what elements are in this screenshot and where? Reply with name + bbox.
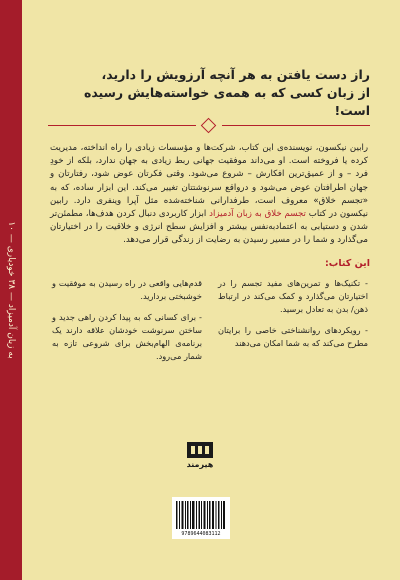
feature-item: قدم‌هایی واقعی در راه رسیدن به موفقیت و خوشبختی بردارید. [52, 278, 202, 301]
divider-line-left [48, 125, 196, 126]
tagline-line-1: راز دست یافتن به هر آنچه آرزویش را دارید، [101, 67, 370, 82]
spine-text: به زبان آدمیزاد — ۳۸ خودیاری — ۱۰ [6, 221, 16, 359]
tagline [60, 66, 370, 120]
feature-item: - رویکردهای روانشناختی خاصی را برایتان مطرح می‌کند که به شما امکان می‌دهند [218, 325, 368, 348]
diamond-icon [201, 118, 217, 134]
publisher-logo [180, 442, 220, 469]
book-title-highlight: تجسم خلاق به زبان آدمیزاد [209, 209, 306, 220]
feature-item: - تکنیک‌ها و تمرین‌های مفید تجسم را در اختیارتان می‌گذارد و کمک می‌کند در ارتباط ذهن/ بدن به تعادل برسید. [218, 278, 368, 314]
intro-text-1: رابین نیکسون، نویسنده‌ی این کتاب، شرکت‌ها و مؤسسات زیادی را راه انداخته، مدیریت کرده یا فروخته است. او می‌داند موفقیت جهانی ربط زیادی به جهان ندارد، بلکه از خودِ فرد – و از عمیق‌ترین افکارش – شروع می‌شود. وقتی فکرتان عوض شود، رفتارتان و جهان اطرافتان عوض می‌شود و درواقع سرنوشتتان تغییر می‌کند. این ابزار ساده، که به «تجسم خلاق» معروف است، طرفدارانی شناخته‌شده مثل آپرا وینفری دارد. رابین نیکسون در کتاب [50, 143, 368, 220]
book-section-heading: این کتاب: [325, 258, 370, 269]
spine-strip [0, 0, 22, 580]
intro-paragraph [50, 142, 368, 248]
barcode-icon [176, 501, 226, 529]
publisher-name: هیرمند [186, 460, 214, 469]
publisher-logo-icon [187, 442, 213, 458]
feature-column-left [52, 277, 202, 371]
ornament-divider [48, 122, 370, 130]
divider-line-right [222, 125, 370, 126]
isbn-barcode [172, 497, 230, 539]
isbn-number: 9789644083112 [181, 531, 221, 537]
intro-text-2: ابزار کاربردی دنبال کردن هدف‌ها، مطمئن‌تر شدن و دستیابی به اعتمادبه‌نفس بیشتر و افزایش سطح انرژی و خلاقیت را در اختیارتان می‌گذارد و شما را در مسیر رسیدن به رضایت از زندگی قرار می‌دهد. [50, 209, 368, 246]
tagline-line-2: از زبان کسی که به همه‌ی خواسته‌هایش رسیده است! [83, 85, 370, 118]
feature-item: - برای کسانی که به پیدا کردن راهی جدید و ساختن سرنوشت خودشان علاقه دارند یک برنامه‌ی الهام‌بخش برای شروعی تازه به شمار می‌رود. [52, 312, 202, 361]
feature-column-right [218, 277, 368, 358]
